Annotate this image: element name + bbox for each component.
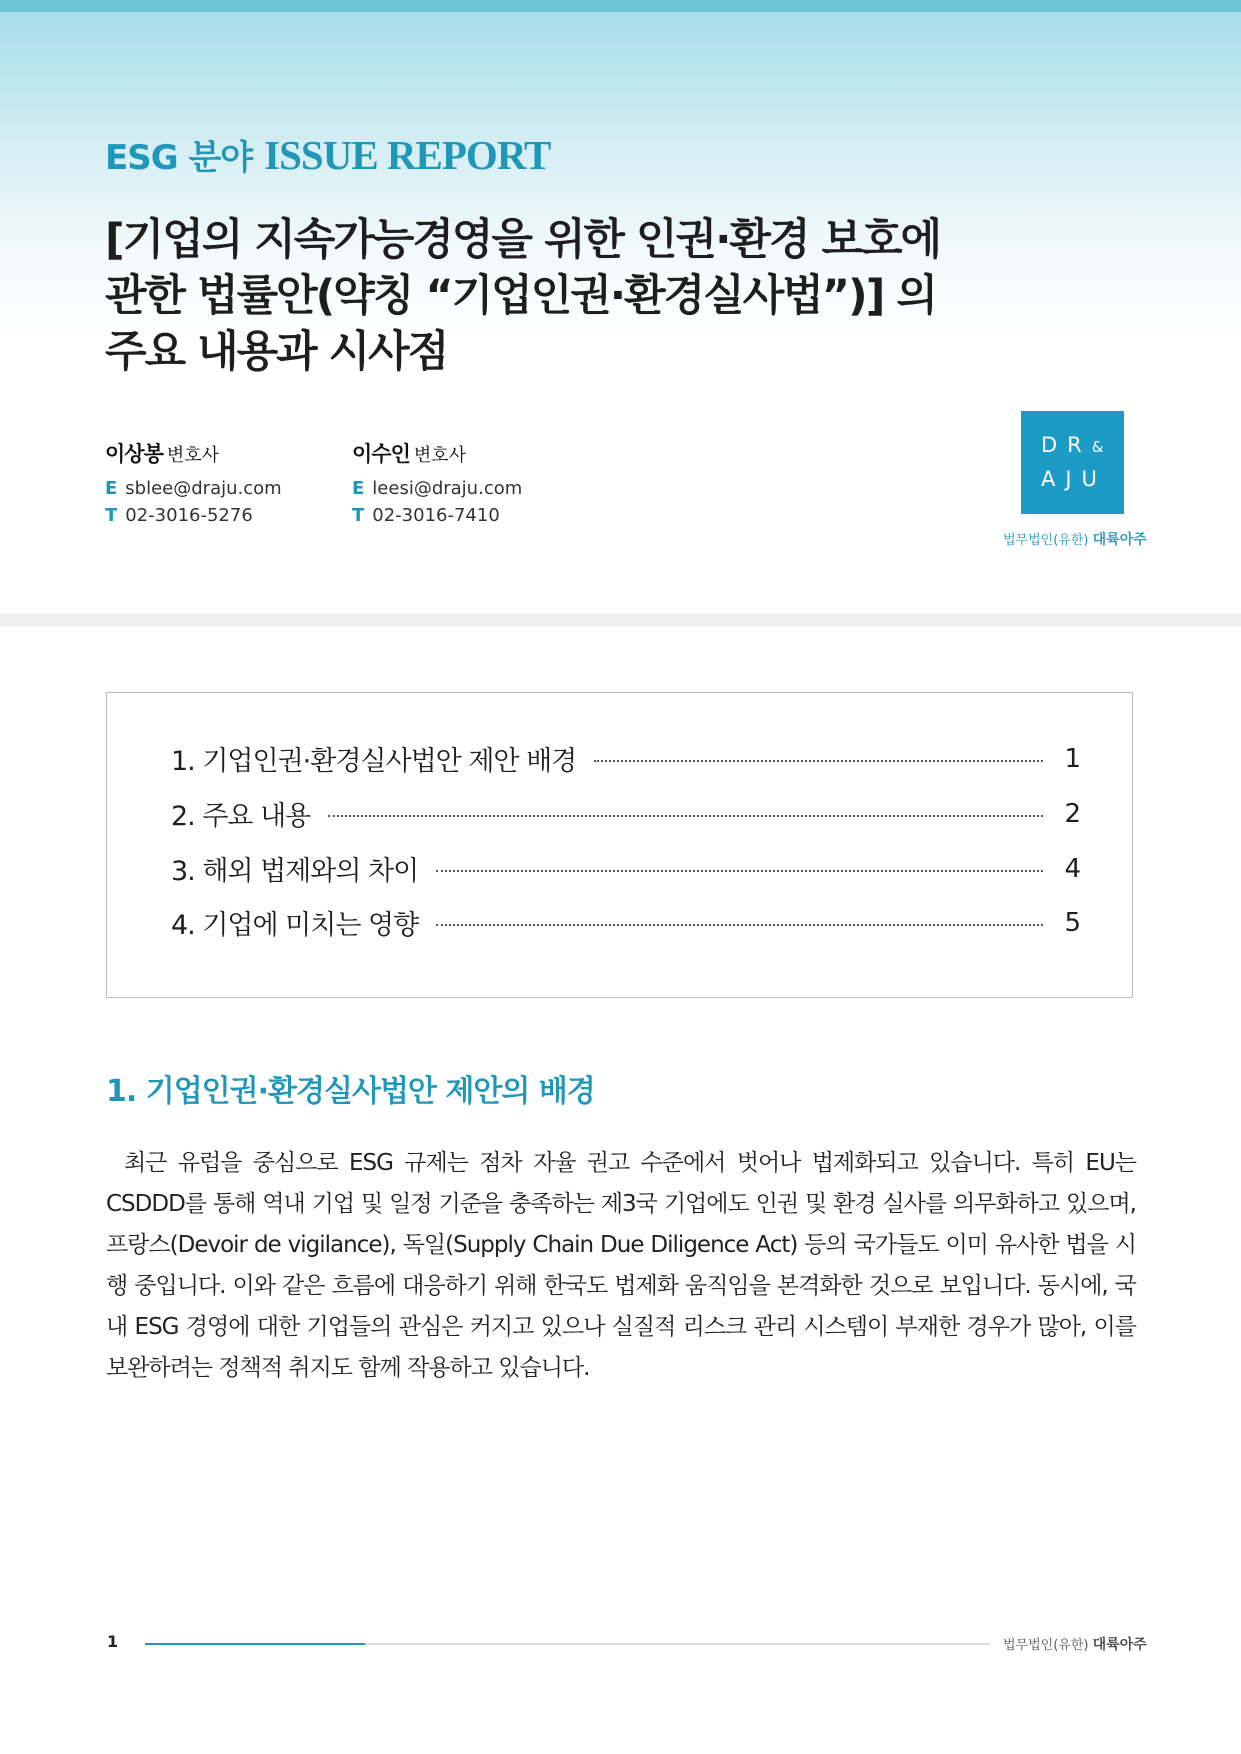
- toc-page-number: 4: [1064, 853, 1081, 884]
- toc-leader-dots: [436, 870, 1043, 872]
- title-line: 관한 법률안(약칭 “기업인권·환경실사법”)] 의: [105, 271, 936, 321]
- toc-page-number: 2: [1064, 798, 1081, 829]
- email-label: E: [352, 478, 365, 499]
- logo-ampersand: &: [1091, 438, 1104, 456]
- author-email: [105, 478, 282, 499]
- author-card: [352, 438, 522, 526]
- section-heading: 1. 기업인권·환경실사법안 제안의 배경: [106, 1074, 595, 1109]
- toc-leader-dots: [328, 815, 1043, 817]
- toc-item-label: 1. 기업인권·환경실사법안 제안 배경: [171, 746, 577, 777]
- toc-item[interactable]: [171, 849, 1081, 888]
- phone-number: 02-3016-7410: [372, 505, 500, 526]
- email-label: E: [105, 478, 118, 499]
- firm-logo: [1021, 411, 1124, 514]
- phone-label: T: [105, 505, 118, 526]
- footer-firm-prefix: 법무법인(유한): [1003, 1638, 1089, 1653]
- toc-page-number: 1: [1064, 743, 1081, 774]
- toc-item-label: 3. 해외 법제와의 차이: [171, 856, 419, 887]
- firm-prefix: 법무법인(유한): [1003, 533, 1089, 548]
- phone-label: T: [352, 505, 365, 526]
- toc-item[interactable]: [171, 739, 1081, 778]
- footer-progress-line: [145, 1643, 990, 1645]
- author-name: 이수인: [352, 442, 410, 466]
- toc-item-label: 2. 주요 내용: [171, 801, 311, 832]
- logo-text-dr: DR: [1041, 433, 1092, 457]
- toc-page-number: 5: [1064, 907, 1081, 938]
- toc-leader-dots: [594, 760, 1043, 762]
- author-email: [352, 478, 522, 499]
- toc-item[interactable]: [171, 903, 1081, 942]
- author-phone: [352, 505, 522, 526]
- title-line: 주요 내용과 시사점: [105, 327, 448, 377]
- email-link[interactable]: leesi@draju.com: [372, 478, 523, 499]
- footer-page-number: 1: [107, 1632, 119, 1651]
- firm-name: [1003, 529, 1147, 549]
- section-divider-band: [0, 614, 1241, 626]
- toc-item-label: 4. 기업에 미치는 영향: [171, 910, 419, 941]
- author-name: 이상봉: [105, 442, 163, 466]
- author-role: 변호사: [166, 445, 220, 466]
- kicker-issue-report: ISSUE REPORT: [264, 132, 551, 178]
- footer-firm-name: [1003, 1634, 1147, 1654]
- author-phone: [105, 505, 282, 526]
- firm-title: 대륙아주: [1092, 532, 1147, 548]
- author-role: 변호사: [413, 445, 467, 466]
- kicker-category: ESG 분야: [105, 138, 253, 178]
- toc-item[interactable]: [171, 794, 1081, 833]
- section-body-paragraph: 최근 유럽을 중심으로 ESG 규제는 점차 자율 권고 수준에서 벗어나 법제화되고 있습니다. 특히 EU는 CSDDD를 통해 역내 기업 및 일정 기준을 충족하는 제3국 기업에도 인권 및 환경 실사를 의무화하고 있으며, 프랑스(Devoir de vigilance), 독일(Supply Chain Due Diligence Act) 등의 국가들도 이미 유사한 법을 시행 중입니다. 이와 같은 흐름에 대응하기 위해 한국도 법제화 움직임을 본격화한 것으로 보입니다. 동시에, 국내 ESG 경영에 대한 기업들의 관심은 커지고 있으나 실질적 리스크 관리 시스템이 부재한 경우가 많아, 이를 보완하려는 정책적 취지도 함께 작용하고 있습니다.: [106, 1150, 1136, 1381]
- email-link[interactable]: sblee@draju.com: [125, 478, 282, 499]
- table-of-contents: [106, 692, 1133, 998]
- title-line: [기업의 지속가능경영을 위한 인권·환경 보호에: [105, 215, 941, 265]
- logo-text-aju: AJU: [1041, 467, 1107, 491]
- report-kicker: [105, 130, 550, 179]
- top-accent-bar: [0, 0, 1241, 12]
- author-card: [105, 438, 282, 526]
- report-title: [105, 212, 1005, 380]
- footer-firm-title: 대륙아주: [1092, 1637, 1147, 1653]
- toc-leader-dots: [436, 924, 1043, 926]
- footer-progress-fill: [145, 1643, 365, 1645]
- phone-number: 02-3016-5276: [125, 505, 253, 526]
